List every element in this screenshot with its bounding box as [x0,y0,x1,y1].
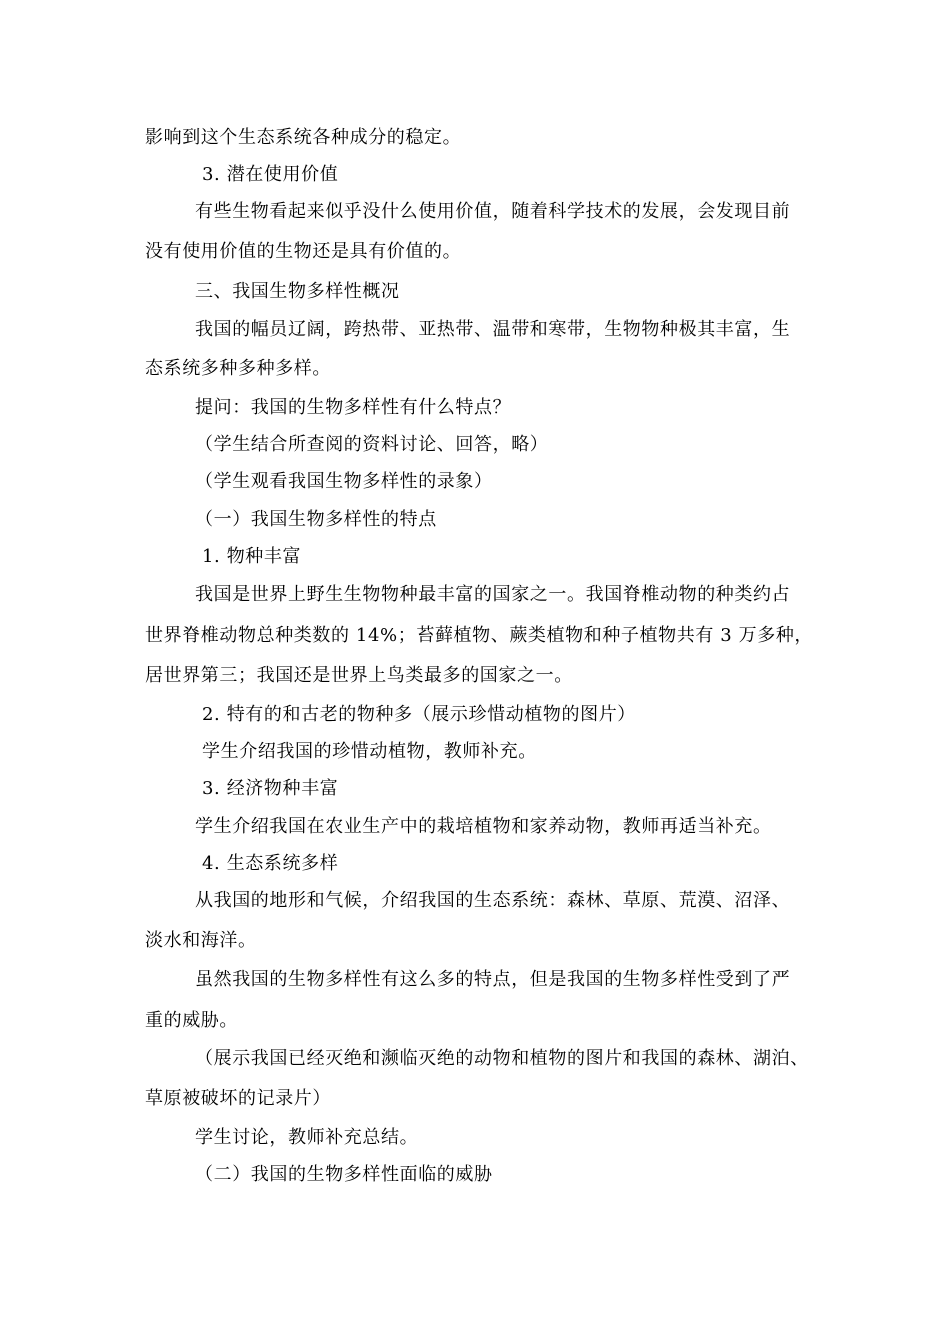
text-line: 我国的幅员辽阔，跨热带、亚热带、温带和寒带，生物物种极其丰富，生 [195,319,791,340]
text-line: 草原被破坏的记录片） [145,1088,331,1109]
text-line: 重的威胁。 [145,1010,238,1031]
text-line: 虽然我国的生物多样性有这么多的特点，但是我国的生物多样性受到了严 [195,969,791,990]
text-line: 没有使用价值的生物还是具有价值的。 [145,241,462,262]
text-line: 世界脊椎动物总种类数的 14%；苔藓植物、蕨类植物和种子植物共有 3 万多种， [145,625,814,646]
section-heading: （二）我国的生物多样性面临的威胁 [195,1164,493,1185]
text-line: 有些生物看起来似乎没什么使用价值，随着科学技术的发展，会发现目前 [195,201,791,222]
text-line: 态系统多种多种多样。 [145,358,331,379]
text-line: 学生讨论，教师补充总结。 [195,1127,419,1148]
text-line: （学生观看我国生物多样性的录象） [195,471,493,492]
section-heading: 4. 生态系统多样 [202,853,339,874]
section-heading: 1. 物种丰富 [202,546,302,567]
text-line: 提问：我国的生物多样性有什么特点？ [195,397,512,418]
section-heading: 3. 经济物种丰富 [202,778,339,799]
text-line: 从我国的地形和气候，介绍我国的生态系统：森林、草原、荒漠、沼泽、 [195,890,791,911]
text-line: 我国是世界上野生生物物种最丰富的国家之一。我国脊椎动物的种类约占 [195,584,791,605]
section-heading: 3. 潜在使用价值 [202,164,339,185]
text-line: 淡水和海洋。 [145,930,257,951]
text-line: 学生介绍我国在农业生产中的栽培植物和家养动物，教师再适当补充。 [195,816,772,837]
text-line: 影响到这个生态系统各种成分的稳定。 [145,127,462,148]
text-line: 居世界第三；我国还是世界上鸟类最多的国家之一。 [145,665,573,686]
section-heading: 三、我国生物多样性概况 [195,281,400,302]
text-line: （学生结合所查阅的资料讨论、回答，略） [195,434,549,455]
section-heading: （一）我国生物多样性的特点 [195,509,437,530]
text-line: 学生介绍我国的珍惜动植物，教师补充。 [202,741,537,762]
section-heading: 2. 特有的和古老的物种多（展示珍惜动植物的图片） [202,704,636,725]
text-line: （展示我国已经灭绝和濒临灭绝的动物和植物的图片和我国的森林、湖泊、 [195,1048,809,1069]
